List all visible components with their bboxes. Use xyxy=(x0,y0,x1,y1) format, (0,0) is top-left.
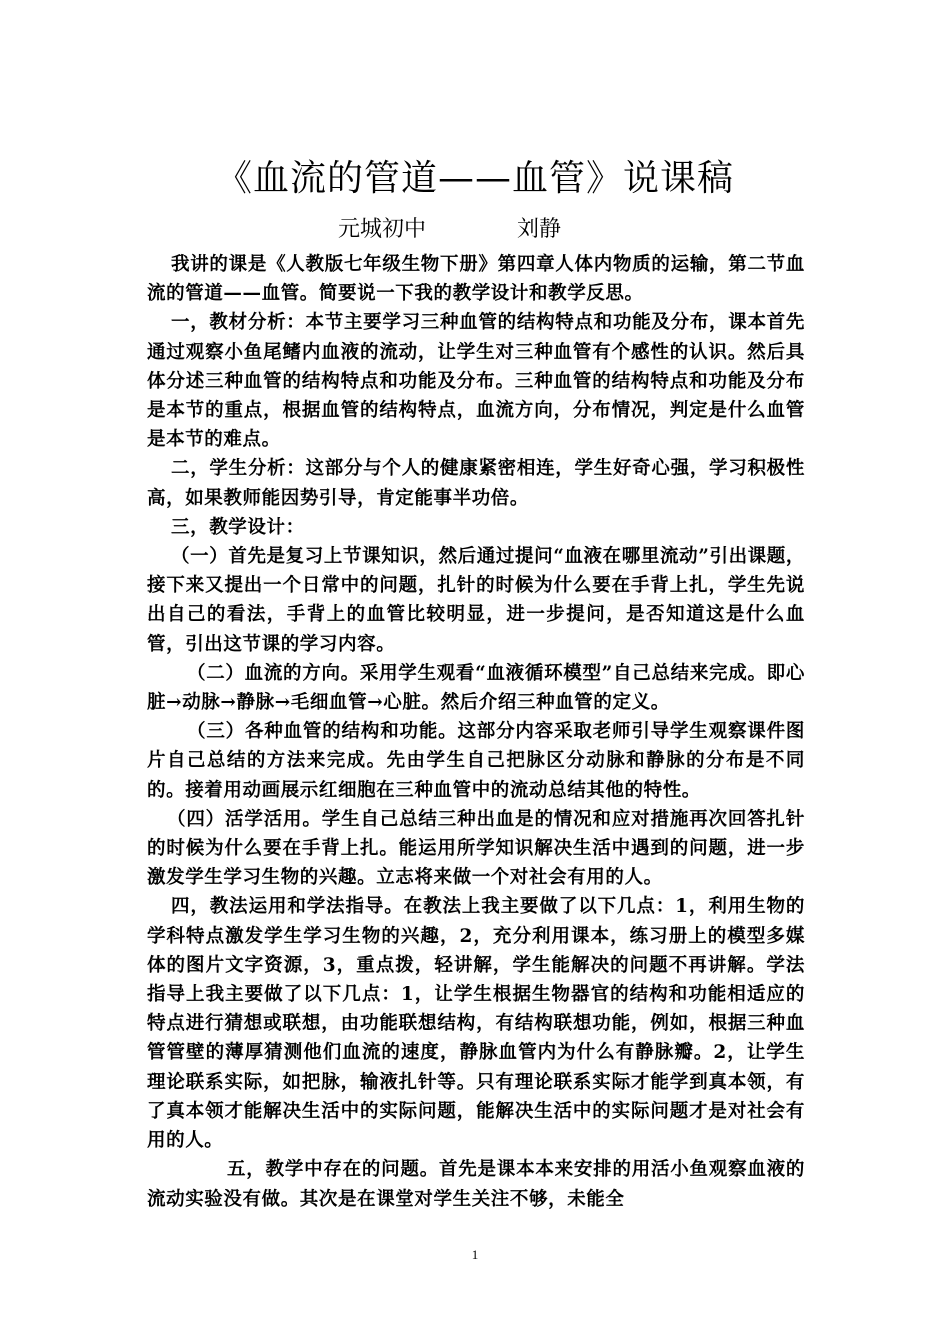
paragraph-teaching-design-heading: 三，教学设计： xyxy=(171,516,305,538)
paragraph-student-analysis: 二，学生分析：这部分与个人的健康紧密相连，学生好奇心强，学习积极性高，如果教师能因势引导，肯定能事半功倍。 xyxy=(147,458,805,509)
paragraph-design-step-1: （一）首先是复习上节课知识，然后通过提问“血液在哪里流动”引出课题，接下来又提出一个日常中的问题，扎针的时候为什么要在手背上扎，学生先说出自己的看法，手背上的血管比较明显，进一步提问，是否知道这是什么血管，引出这节课的学习内容。 xyxy=(147,546,805,655)
paragraph-methods: 四，教法运用和学法指导。在教法上我主要做了以下几点：1，利用生物的学科特点激发学生学习生物的兴趣，2，充分利用课本，练习册上的模型多媒体的图片文字资源，3，重点拨，轻讲解，学生能解决的问题不再讲解。学法指导上我主要做了以下几点：1，让学生根据生物器官的结构和功能相适应的特点进行猜想或联想，由功能联想结构，有结构联想功能，例如，根据三种血管管壁的薄厚猜测他们血流的速度，静脉血管内为什么有静脉瓣。2，让学生理论联系实际，如把脉，输液扎针等。只有理论联系实际才能学到真本领，有了真本领才能解决生活中的实际问题，能解决生活中的实际问题才是对社会有用的人。 xyxy=(147,896,805,1152)
paragraph-design-step-4: （四）活学活用。学生自己总结三种出血是的情况和应对措施再次回答扎针的时候为什么要在手背上扎。能运用所学知识解决生活中遇到的问题，进一步激发学生学习生物的兴趣。立志将来做一个对社会有用的人。 xyxy=(147,808,805,889)
paragraph-textbook-analysis: 一，教材分析：本节主要学习三种血管的结构特点和功能及分布，课本首先通过观察小鱼尾鳍内血液的流动，让学生对三种血管有个感性的认识。然后具体分述三种血管的结构特点和功能及分布。三种血管的结构特点和功能及分布是本节的重点，根据血管的结构特点，血流方向，分布情况，判定是什么血管是本节的难点。 xyxy=(147,312,805,451)
school-name: 元城初中 xyxy=(338,217,427,242)
paragraph-problems: 五，教学中存在的问题。首先是课本本来安排的用活小鱼观察血液的流动实验没有做。其次是在课堂对学生关注不够，未能全 xyxy=(147,1159,805,1210)
document-title: 《血流的管道——血管》说课稿 xyxy=(215,158,734,199)
page-number: 1 xyxy=(471,1247,479,1262)
author-name: 刘静 xyxy=(517,217,562,242)
document-body xyxy=(147,250,805,1214)
paragraph-design-step-2: （二）血流的方向。采用学生观看“血液循环模型”自己总结来完成。即心脏→动脉→静脉→毛细血管→心脏。然后介绍三种血管的定义。 xyxy=(147,662,805,714)
paragraph-intro: 我讲的课是《人教版七年级生物下册》第四章人体内物质的运输，第二节血流的管道——血管。简要说一下我的教学设计和教学反思。 xyxy=(147,254,805,305)
paragraph-design-step-3: （三）各种血管的结构和功能。这部分内容采取老师引导学生观察课件图片自己总结的方法来完成。先由学生自己把脉区分动脉和静脉的分布是不同的。接着用动画展示红细胞在三种血管中的流动总结其他的特性。 xyxy=(147,721,805,801)
